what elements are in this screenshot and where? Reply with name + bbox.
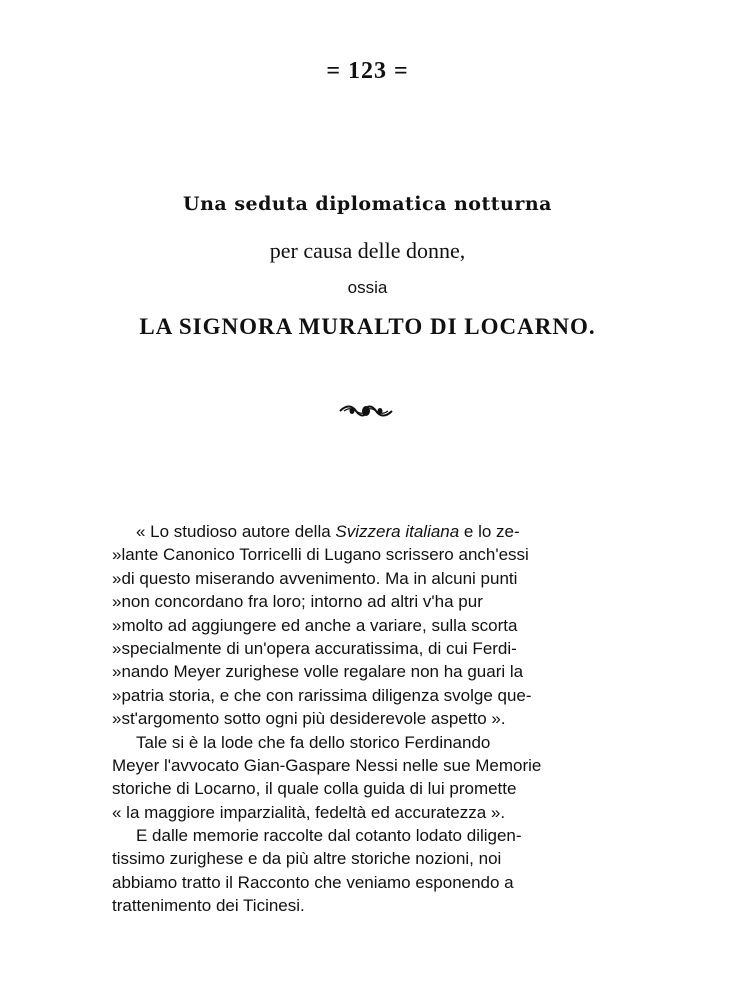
text-line: trattenimento dei Ticinesi. <box>112 896 305 916</box>
body-paragraphs <box>112 520 602 918</box>
text-line: »st'argomento sotto ogni più desiderevole aspetto ». <box>112 709 506 729</box>
ornament-divider-icon <box>338 402 394 420</box>
text-line: E dalle memorie raccolte dal cotanto lodato diligen- <box>136 826 522 846</box>
text-line: »lante Canonico Torricelli di Lugano scrissero anch'essi <box>112 545 529 565</box>
text-line: storiche di Locarno, il quale colla guida di lui promette <box>112 779 517 799</box>
chapter-title-line3: ossia <box>347 278 388 297</box>
text-line: »molto ad aggiungere ed anche a variare, sulla scorta <box>112 615 518 635</box>
text-line: »specialmente di un'opera accuratissima, di cui Ferdi- <box>112 638 517 658</box>
chapter-title-line4: LA SIGNORA MURALTO DI LOCARNO. <box>139 314 596 339</box>
text-line: « Lo studioso autore della Svizzera italiana e lo ze- <box>112 520 602 543</box>
text-line: »di questo miserando avvenimento. Ma in alcuni punti <box>112 568 518 588</box>
text-line: Tale si è la lode che fa dello storico Ferdinando <box>136 732 491 752</box>
page-number: = 123 = <box>326 58 409 84</box>
text-line: »nando Meyer zurighese volle regalare non ha guari la <box>112 662 524 682</box>
chapter-title-line1: Una seduta diplomatica notturna <box>183 193 552 215</box>
text-line: abbiamo tratto il Racconto che veniamo esponendo a <box>112 872 514 892</box>
text-line: »patria storia, e che con rarissima diligenza svolge que- <box>112 685 532 705</box>
text-line: Meyer l'avvocato Gian-Gaspare Nessi nelle sue Memorie <box>112 755 542 775</box>
italic-title-text: Svizzera italiana <box>335 522 460 541</box>
text-line: tissimo zurighese e da più altre storiche nozioni, noi <box>112 849 502 869</box>
chapter-title-line2: per causa delle donne, <box>269 238 466 263</box>
text-line: « la maggiore imparzialità, fedeltà ed accuratezza ». <box>112 802 506 822</box>
text-line: »non concordano fra loro; intorno ad altri v'ha pur <box>112 592 483 612</box>
